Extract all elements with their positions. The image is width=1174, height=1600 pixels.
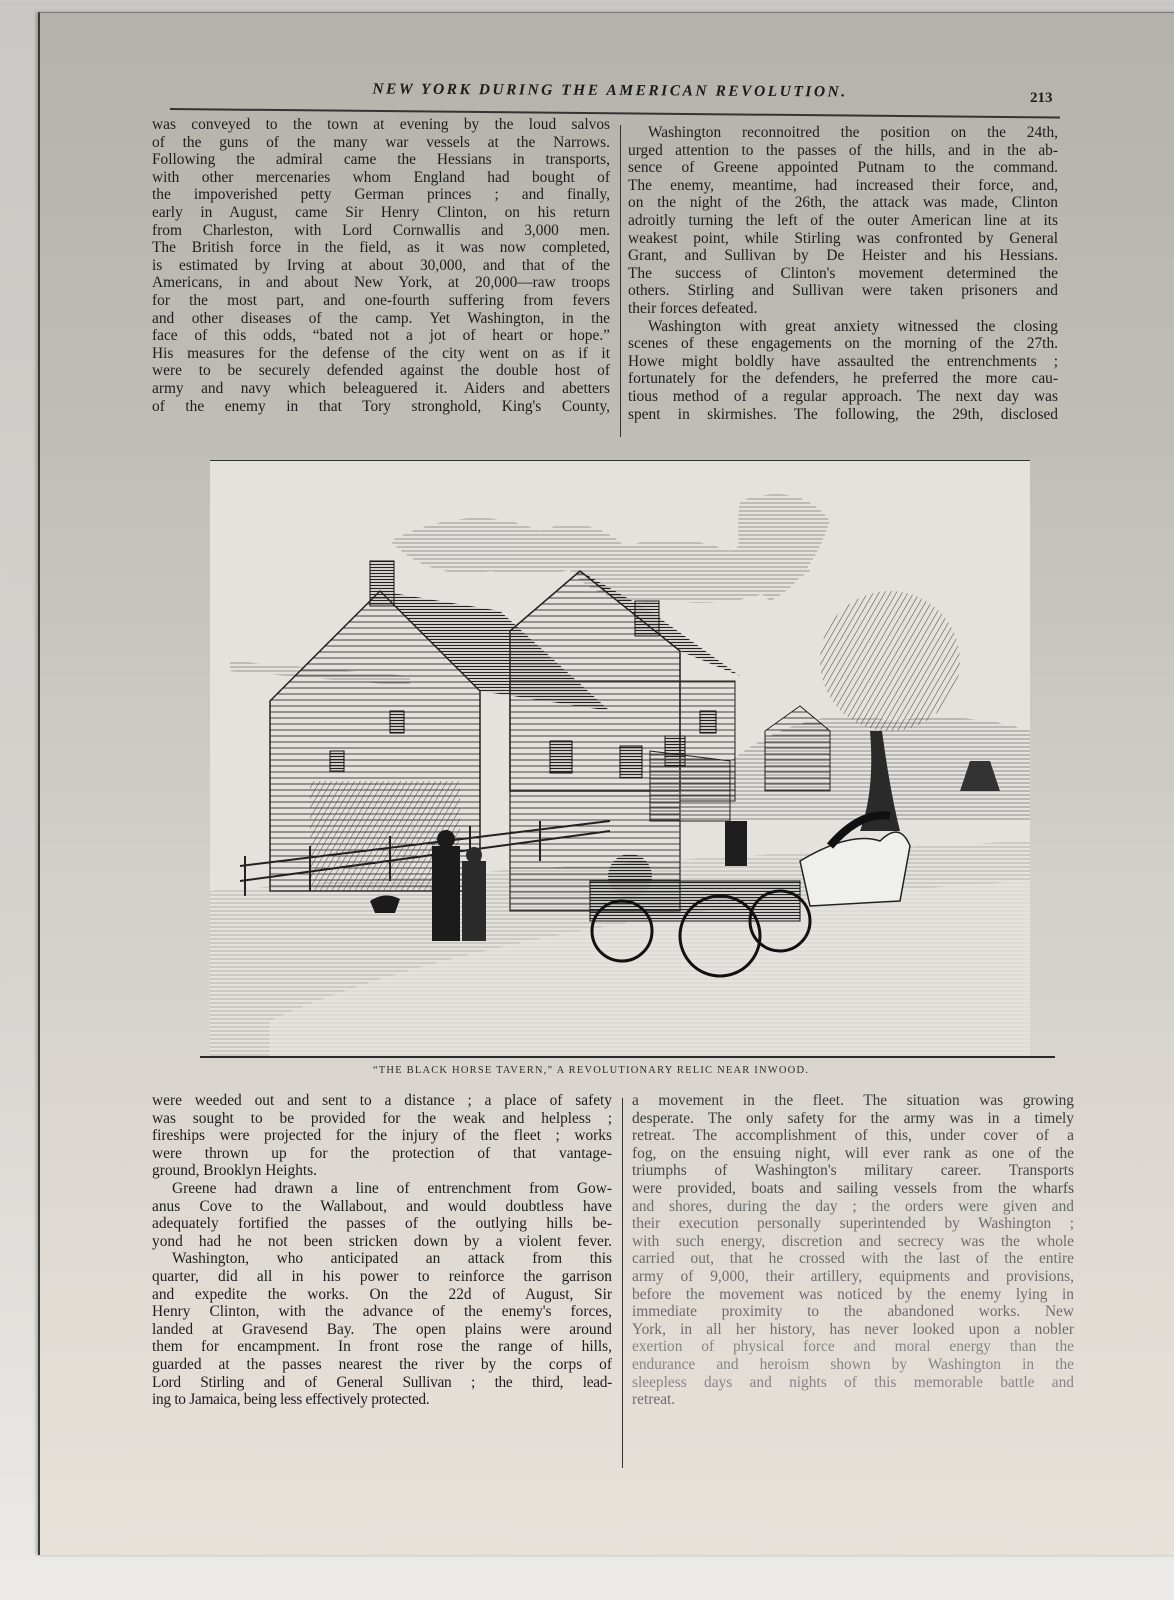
text-line: triumphs of Washington's military career. Transports — [632, 1162, 1074, 1180]
text-line: Following the admiral came the Hessians in transports, — [152, 151, 610, 169]
text-line: for the most part, and one-fourth suffering from fevers — [152, 291, 610, 309]
text-line: were weeded out and sent to a distance ; a place of safety — [152, 1092, 612, 1109]
text-line: from Charleston, with Lord Cornwallis and 3,000 men. — [152, 221, 610, 239]
text-line: was sought to be provided for the weak and helpless ; — [152, 1109, 612, 1127]
text-line: before the movement was noticed by the enemy lying in — [632, 1285, 1074, 1303]
text-line: were thrown up for the protection of that vantage- — [152, 1144, 612, 1162]
text-line: weakest point, while Stirling was confronted by General — [628, 229, 1058, 247]
text-line: tious method of a regular approach. The next day was — [628, 387, 1058, 405]
text-line: desperate. The only safety for the army was in a timely — [632, 1109, 1074, 1127]
text-line: were to be securely defended against the double host of — [152, 362, 610, 380]
text-line: guarded at the passes nearest the river by the corps of — [152, 1355, 612, 1373]
text-line: early in August, came Sir Henry Clinton, on his return — [152, 203, 610, 221]
text-line: Washington, who anticipated an attack from this — [172, 1250, 612, 1268]
text-line: retreat. The accomplishment of this, under cover of a — [632, 1127, 1074, 1145]
text-line: face of this odds, “bated not a jot of heart or hope.” — [152, 327, 610, 345]
text-line: fog, on the ensuing night, will ever rank as one of the — [632, 1144, 1074, 1162]
text-line: Washington reconnoitred the position on the 24th, — [648, 124, 1058, 141]
text-line: Grant, and Sullivan by De Heister and his Hessians. — [628, 247, 1058, 265]
text-line: anus Cove to the Wallabout, and would doubtless have — [152, 1197, 612, 1215]
text-line: Americans, in and about New York, at 20,000—raw troops — [152, 274, 610, 292]
text-line: landed at Gravesend Bay. The open plains were around — [152, 1320, 612, 1338]
text-line: army of 9,000, their artillery, equipments and provisions, — [632, 1267, 1074, 1285]
text-line: Greene had drawn a line of entrenchment from Gow- — [172, 1179, 612, 1197]
bottom-right-column — [632, 1092, 1074, 1409]
top-left-column — [152, 116, 610, 415]
tavern-engraving — [210, 460, 1030, 1056]
text-line: immediate proximity to the abandoned works. New — [632, 1303, 1074, 1321]
illustration-caption: “THE BLACK HORSE TAVERN,” A REVOLUTIONARY RELIC NEAR INWOOD. — [372, 1065, 810, 1076]
text-line: exertion of physical force and moral energy than the — [632, 1338, 1074, 1356]
text-line: endurance and heroism shown by Washington in the — [632, 1355, 1074, 1373]
text-line: spent in skirmishes. The following, the 29th, disclosed — [628, 405, 1058, 423]
text-line: Henry Clinton, with the advance of the enemy's forces, — [152, 1303, 612, 1321]
text-line: yond had he not been stricken down by a violent fever. — [152, 1232, 612, 1250]
text-line: were provided, boats and sailing vessels from the wharfs — [632, 1179, 1074, 1197]
text-line: them for encampment. In front rose the range of hills, — [152, 1338, 612, 1356]
bottom-left-column — [152, 1092, 612, 1409]
text-line: Washington with great anxiety witnessed the closing — [648, 317, 1058, 335]
column-divider — [622, 1098, 623, 1468]
text-line: The success of Clinton's movement determined the — [628, 264, 1058, 282]
text-line: was conveyed to the town at evening by the loud salvos — [152, 116, 610, 133]
text-line: their forces defeated. — [628, 299, 758, 317]
page-number: 213 — [1030, 90, 1053, 106]
illustration-rule — [200, 1056, 1055, 1058]
column-divider — [620, 125, 621, 437]
text-line: and other diseases of the camp. Yet Washington, in the — [152, 309, 610, 327]
text-line: is estimated by Irving at about 30,000, and that of the — [152, 256, 610, 274]
text-line: with other mercenaries whom England had bought of — [152, 168, 610, 186]
text-line: fireships were projected for the injury of the fleet ; works — [152, 1127, 612, 1145]
text-line: ground, Brooklyn Heights. — [152, 1162, 318, 1180]
text-line: others. Stirling and Sullivan were taken prisoners and — [628, 282, 1058, 300]
text-line: carried out, that he crossed with the last of the entire — [632, 1250, 1074, 1268]
text-line: their execution personally superintended by Washington ; — [632, 1215, 1074, 1233]
top-right-column — [628, 124, 1058, 423]
text-line: army and navy which beleaguered it. Aiders and abetters — [152, 379, 610, 397]
text-line: a movement in the fleet. The situation was growing — [632, 1092, 1074, 1109]
text-line: urged attention to the passes of the hills, and in the ab- — [628, 141, 1058, 159]
text-line: Lord Stirling and of General Sullivan ; the third, lead- — [152, 1373, 612, 1391]
text-line: on the night of the 26th, the attack was made, Clinton — [628, 194, 1058, 212]
text-line: of the enemy in that Tory stronghold, King's County, — [152, 397, 610, 415]
text-line: The enemy, meantime, had increased their force, and, — [628, 176, 1058, 194]
text-line: scenes of these engagements on the morning of the 27th. — [628, 335, 1058, 353]
text-line: quarter, did all in his power to reinforce the garrison — [152, 1267, 612, 1285]
text-line: retreat. — [632, 1391, 676, 1409]
text-line: adequately fortified the passes of the outlying hills be- — [152, 1215, 612, 1233]
text-line: of the guns of the many war vessels at the Narrows. — [152, 133, 610, 151]
text-line: the impoverished petty German princes ; and finally, — [152, 186, 610, 204]
text-line: ing to Jamaica, being less effectively protected. — [152, 1391, 430, 1409]
text-line: and shores, during the day ; the orders were given and — [632, 1197, 1074, 1215]
running-title: NEW YORK DURING THE AMERICAN REVOLUTION. — [372, 80, 848, 101]
text-line: Howe might boldly have assaulted the entrenchments ; — [628, 352, 1058, 370]
text-line: sence of Greene appointed Putnam to the command. — [628, 159, 1058, 177]
text-line: adroitly turning the left of the outer American line at its — [628, 211, 1058, 229]
text-line: with such energy, discretion and secrecy was the whole — [632, 1232, 1074, 1250]
text-line: His measures for the defense of the city went on as if it — [152, 344, 610, 362]
text-line: The British force in the field, as it was now completed, — [152, 239, 610, 257]
text-line: sleepless days and nights of this memorable battle and — [632, 1373, 1074, 1391]
text-line: and expedite the works. On the 22d of August, Sir — [152, 1285, 612, 1303]
text-line: York, in all her history, has never looked upon a nobler — [632, 1320, 1074, 1338]
text-line: fortunately for the defenders, he preferred the more cau- — [628, 370, 1058, 388]
